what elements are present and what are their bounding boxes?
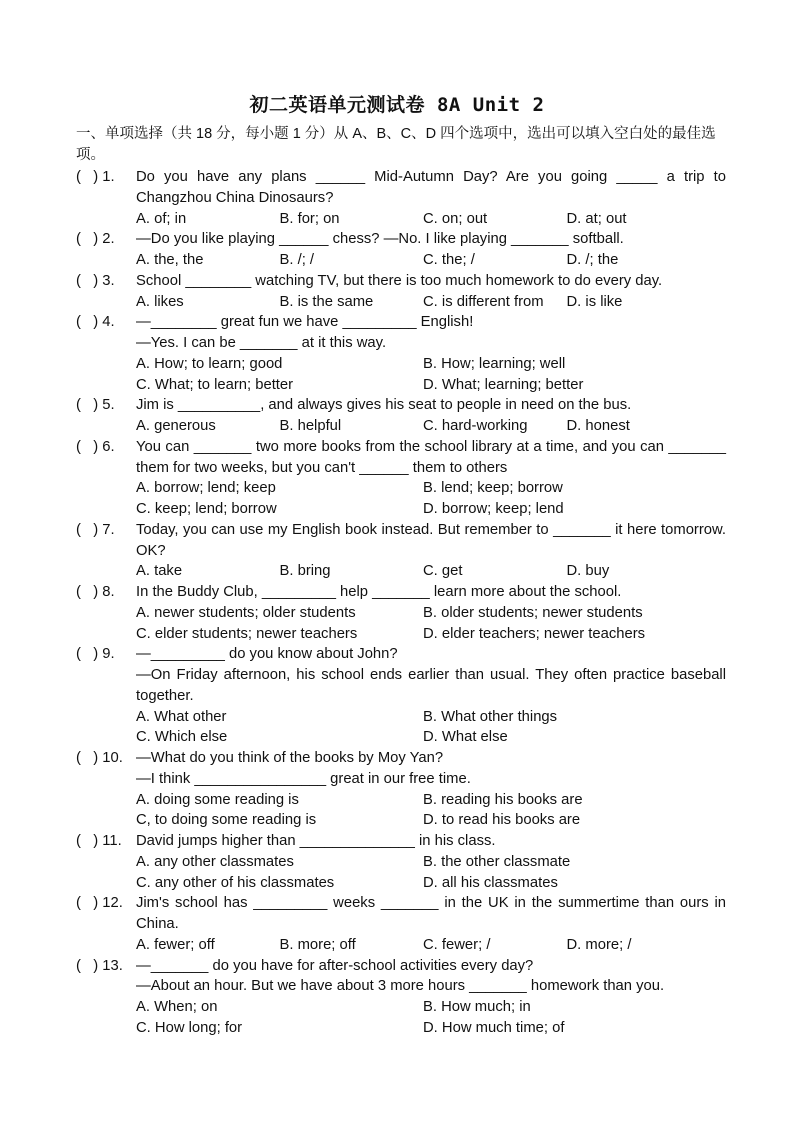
answer-option: B. the other classmate <box>423 853 571 870</box>
answer-option: D. is like <box>566 293 623 310</box>
answer-option: B. lend; keep; borrow <box>423 480 563 497</box>
question-item <box>76 582 726 644</box>
question-stem: —________ great fun we have _________ English! <box>136 314 474 331</box>
question-stem: —Do you like playing ______ chess? —No. I like playing _______ softball. <box>136 231 624 248</box>
answer-option: A. newer students; older students <box>136 604 356 621</box>
answer-option: B. reading his books are <box>423 791 583 808</box>
question-number: ( ) 9. <box>76 646 115 663</box>
question-stem: —About an hour. But we have about 3 more hours _______ homework than you. <box>136 978 665 995</box>
answer-options <box>136 997 726 1039</box>
question-number: ( ) 5. <box>76 397 115 414</box>
question-stem: Do you have any plans ______ Mid-Autumn Day? Are you going _____ a trip to Changzhou China Dinosaurs? <box>136 169 726 206</box>
question-stem: School ________ watching TV, but there is too much homework to do every day. <box>136 272 663 289</box>
answer-option: C, to doing some reading is <box>136 812 317 829</box>
answer-option: A. likes <box>136 293 184 310</box>
answer-option: C. Which else <box>136 729 228 746</box>
answer-options <box>136 852 726 894</box>
answer-option: D. What; learning; better <box>423 376 584 393</box>
question-item <box>76 831 726 893</box>
answer-options <box>136 707 726 749</box>
question-stem: Jim's school has _________ weeks _______ in the UK in the summertime than ours in China. <box>136 895 726 932</box>
question-item <box>76 956 726 1039</box>
question-body <box>136 956 726 1039</box>
answer-option: B. How; learning; well <box>423 355 566 372</box>
question-number: ( ) 2. <box>76 231 115 248</box>
question-stem: David jumps higher than ______________ in his class. <box>136 833 496 849</box>
answer-option: C. elder students; newer teachers <box>136 625 358 642</box>
answer-option: C. get <box>423 563 463 580</box>
answer-option: D. to read his books are <box>423 812 581 829</box>
question-body <box>136 582 726 644</box>
answer-option: A. What other <box>136 708 227 725</box>
question-stem: —On Friday afternoon, his school ends earlier than usual. They often practice baseball together. <box>136 667 726 704</box>
answer-option: B. is the same <box>279 293 374 310</box>
question-item <box>76 437 726 520</box>
question-body <box>136 520 726 582</box>
answer-option: A. fewer; off <box>136 936 215 953</box>
answer-option: C. any other of his classmates <box>136 874 335 891</box>
answer-option: C. How long; for <box>136 1019 243 1036</box>
question-item <box>76 520 726 582</box>
answer-option: A. of; in <box>136 210 187 227</box>
answer-option: A. doing some reading is <box>136 791 299 808</box>
question-body <box>136 748 726 831</box>
question-body <box>136 395 726 437</box>
answer-option: D. What else <box>423 729 508 746</box>
answer-option: B. for; on <box>279 210 340 227</box>
answer-option: A. borrow; lend; keep <box>136 480 276 497</box>
page-title: 初二英语单元测试卷 8A Unit 2 <box>249 94 545 116</box>
question-item <box>76 167 726 229</box>
answer-option: A. How; to learn; good <box>136 355 283 372</box>
answer-options <box>136 935 726 956</box>
question-number: ( ) 7. <box>76 521 115 538</box>
question-body <box>136 893 726 955</box>
question-item <box>76 748 726 831</box>
answer-option: B. more; off <box>279 936 356 953</box>
answer-option: C. the; / <box>423 252 475 268</box>
answer-option: D. borrow; keep; lend <box>423 501 564 517</box>
question-stem: —_______ do you have for after-school activities every day? <box>136 957 534 974</box>
question-body <box>136 271 726 313</box>
question-item <box>76 312 726 395</box>
answer-option: A. the, the <box>136 252 204 268</box>
answer-option: D. all his classmates <box>423 874 558 891</box>
question-stem: Today, you can use my English book instead. But remember to _______ it here tomorrow. OK? <box>136 521 726 559</box>
question-stem: —_________ do you know about John? <box>136 646 398 663</box>
question-stem: —Yes. I can be _______ at it this way. <box>136 335 387 351</box>
answer-options <box>136 354 726 396</box>
question-item <box>76 271 726 313</box>
question-stem: In the Buddy Club, _________ help _______ learn more about the school. <box>136 584 622 600</box>
answer-option: D. elder teachers; newer teachers <box>423 625 646 642</box>
answer-options <box>136 603 726 645</box>
answer-options <box>136 250 726 271</box>
answer-option: C. keep; lend; borrow <box>136 501 277 517</box>
answer-option: A. any other classmates <box>136 853 294 870</box>
answer-option: D. at; out <box>566 210 627 227</box>
question-stem: You can _______ two more books from the school library at a time, and you can _______ them for two weeks, but you can't ______ them to others <box>136 438 726 476</box>
answer-option: B. How much; in <box>423 999 531 1015</box>
question-number: ( ) 13. <box>76 957 123 974</box>
answer-option: C. is different from <box>423 293 544 310</box>
answer-option: D. more; / <box>566 936 632 953</box>
question-item <box>76 644 726 748</box>
section-instructions: 一、单项选择（共 18 分，每小题 1 分）从 A、B、C、D 四个选项中，选出可以填入空白处的最佳选项。 <box>76 126 716 163</box>
question-number: ( ) 6. <box>76 438 115 455</box>
answer-option: C. hard-working <box>423 418 528 434</box>
question-stem: —What do you think of the books by Moy Yan? <box>136 750 444 766</box>
answer-options <box>136 416 726 437</box>
question-number: ( ) 1. <box>76 169 115 185</box>
answer-option: A. take <box>136 563 183 580</box>
question-list <box>76 167 726 1039</box>
question-body <box>136 437 726 520</box>
question-stem: Jim is __________, and always gives his seat to people in need on the bus. <box>136 397 632 414</box>
question-body <box>136 831 726 893</box>
answer-options <box>136 209 726 230</box>
answer-option: C. fewer; / <box>423 936 491 953</box>
question-body <box>136 312 726 395</box>
question-number: ( ) 3. <box>76 272 115 289</box>
answer-option: B. /; / <box>279 252 315 268</box>
question-body <box>136 167 726 229</box>
answer-option: B. older students; newer students <box>423 604 643 621</box>
answer-option: D. How much time; of <box>423 1019 565 1036</box>
question-stem: —I think ________________ great in our free time. <box>136 770 471 787</box>
question-number: ( ) 8. <box>76 584 115 600</box>
answer-option: A. When; on <box>136 999 218 1015</box>
question-body <box>136 229 726 271</box>
answer-options <box>136 292 726 313</box>
question-number: ( ) 12. <box>76 895 123 912</box>
answer-option: C. What; to learn; better <box>136 376 294 393</box>
answer-option: D. /; the <box>566 252 619 268</box>
question-item <box>76 395 726 437</box>
question-item <box>76 893 726 955</box>
answer-option: B. bring <box>279 563 331 580</box>
answer-option: A. generous <box>136 418 216 434</box>
question-number: ( ) 11. <box>76 833 122 849</box>
answer-options <box>136 790 726 832</box>
answer-options <box>136 478 726 520</box>
answer-option: D. honest <box>566 418 630 434</box>
question-number: ( ) 10. <box>76 750 123 766</box>
answer-options <box>136 561 726 582</box>
question-item <box>76 229 726 271</box>
question-body <box>136 644 726 748</box>
question-number: ( ) 4. <box>76 314 115 331</box>
answer-option: C. on; out <box>423 210 488 227</box>
answer-option: B. What other things <box>423 708 558 725</box>
answer-option: D. buy <box>566 563 610 580</box>
answer-option: B. helpful <box>279 418 342 434</box>
